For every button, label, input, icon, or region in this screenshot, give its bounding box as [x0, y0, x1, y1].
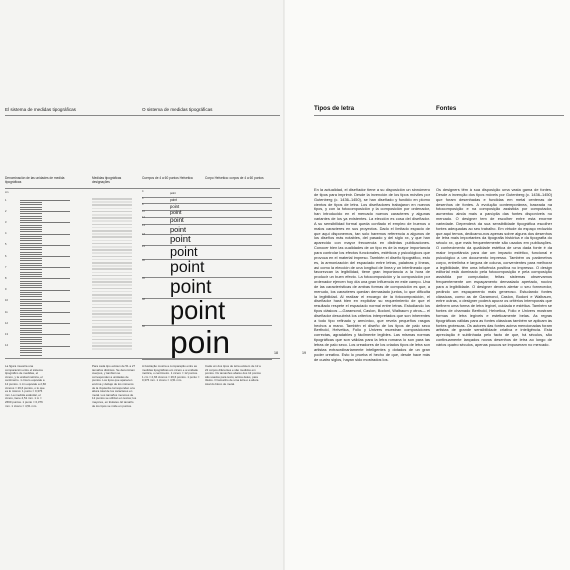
section-title-es: Tipos de letra: [314, 105, 355, 112]
sample-word: point: [170, 198, 177, 203]
cicero-stripe: [92, 307, 132, 309]
running-head-pt: O sistema de medidas tipográficas: [142, 107, 213, 112]
sample-word: point: [170, 297, 226, 326]
sample-size-label: 6: [142, 196, 144, 200]
ruler-label: 13: [5, 332, 8, 336]
sample-size-label: 48: [142, 297, 145, 301]
cicero-stripe: [92, 313, 132, 315]
body-column-pt: Os designers têm à sua disposição uma vasta gama de fontes. Desde a invenção dos tipos móveis por Gutenberg (c. 1436–1450) que foram desenhadas e fundidas em metal centenas de desenhos de fontes. A evolução contemporânea, baseada na fotocomposição e na composição assistida por computador, aumentou ainda mais a panóplia das fontes disponíveis no mercado. O designer tem de escolher entre esta enorme variedade. Dependerá da sua sensibilidade tipográfica escolher fontes adequadas ao seu trabalho. Em virtude do espaço reduzido que aqui temos, dedicamo-nos apenas sobre alguns dos desenhos de letra mais importantes da tipografia histórica e da tipografia do século xx, que mais frequentemente são usados em publicações. O conhecimento da qualidade estética de uma dada fonte é da maior importância para dar um impacto estético, funcional e psicológico a um documento impresso. Também os parâmetros corpo, entrelinha e largura de coluna, convenientes para melhorar a legibilidade, têm uma influência positiva no impresso. O design editorial está dominado pela fotocomposição e pela composição assistida por computador, feitas sistemas observamos frequentemente um espaçamento demasiado apertado, nocivo para a legibilidade. O designer deverá alertar o seu fornecedor, pedindo um espaçamento mais generoso. Estudando fontes clássicas, como as de Garamond, Caslon, Bodoni e Walbaum, entre outras, o designer poderá apurar os critérios intemporais que definem uma forma de letra legível, cuidada e estética. Também se fontes de chamado Berthold, Helvetica, Folio e Univers mostram formas de letra legíveis e esteticamente belas. As regras tipográficas válidas para as fontes clássicas também se aplicam às fontes grotescas. Os autores das fontes acima mencionadas foram artistas de grande sensibilidade criativa e inteligência. Esta apreciação é sublinhada pelo facto de que, há séculos, são continuamente lançados novos desenhos de letra ao longo de vários quatro séculos, apenas poucos se impuseram no mercado.: [436, 188, 552, 347]
cicero-stripe: [92, 294, 132, 296]
ruler-label: 11: [5, 310, 8, 314]
cicero-stripe: [92, 262, 132, 264]
sample-word: point: [170, 216, 184, 224]
sample-word: point: [170, 277, 212, 299]
ruler-unit: cm: [5, 191, 9, 194]
cicero-stripe: [92, 249, 132, 251]
cicero-stripe: [92, 297, 132, 299]
cicero-stripe: [92, 214, 132, 216]
sample-size-label: 10: [142, 209, 145, 213]
ruler-label: 2: [5, 209, 7, 213]
cicero-stripe: [92, 332, 132, 334]
cicero-stripe: [92, 220, 132, 222]
ruler-label: 7: [5, 265, 7, 269]
sample-word: point: [170, 259, 205, 277]
caption-sizes-es: A ilustração mostra a comparação entre as medidas tipográficas em cícero e a unidade métrica, o centímetro. 1 cícero = 12 pontos. 1 cm = 2,66 cíceros = 26,6 pontos. 1 ponto = 0,376 mm. 1 cícero = 4,51 mm.: [142, 364, 200, 383]
sample-size-label: 14: [142, 224, 145, 228]
col-head-units-pt: Medidas tipográficas designações: [92, 176, 122, 184]
running-head-es: El sistema de medidas tipográficas: [5, 107, 76, 112]
cicero-stripe: [92, 211, 132, 213]
sample-word: point: [170, 209, 182, 216]
cicero-stripe: [92, 304, 132, 306]
sample-size-label: 36: [142, 276, 145, 280]
cicero-stripe: [92, 339, 132, 341]
cicero-stripe: [92, 259, 132, 261]
col-head-sizes-pt: Corpo Helvetica: corpos de 4 a 60 pontos: [205, 176, 264, 180]
cicero-stripe: [92, 281, 132, 283]
caption-sizes-pt: Cada um dos tipos de letra existem de 12 a 22 corpos diferentes e são medidos em pontos. Os tamanhos abaixo dos 12 pontos são usados para texto; acima deles, para títulos. O tamanho de uma letra é a altura total do bloco de metal.: [205, 364, 261, 386]
cicero-stripe: [92, 246, 132, 248]
ruler-label: 14: [5, 344, 8, 348]
cicero-stripe: [92, 201, 132, 203]
cicero-stripe: [92, 204, 132, 206]
sample-size-label: 18: [142, 233, 145, 237]
cicero-stripe: [92, 265, 132, 267]
cicero-stripe: [92, 272, 132, 274]
cicero-stripe: [92, 316, 132, 318]
cicero-stripe: [92, 198, 132, 200]
sample-size-label: 4: [142, 190, 144, 193]
cicero-stripe: [92, 208, 132, 210]
cicero-stripe: [92, 233, 132, 235]
cicero-stripe: [92, 256, 132, 258]
sample-word: point: [170, 243, 198, 259]
cicero-stripe: [92, 230, 132, 232]
cicero-stripe: [92, 323, 132, 325]
cicero-stripe: [92, 240, 132, 242]
ruler-label: 1: [5, 198, 7, 202]
cicero-stripe: [92, 300, 132, 302]
cicero-stripe: [92, 268, 132, 270]
caption-units-es: La figura muestra una comparación entre el sistema tipográfico de medidas, el cícero, y la unidad métrica, el centímetro. 1 cícero equivale a 12 puntos. 1 cm equivale a 2,66 cíceros = 26,6 puntos, o lo que es lo mismo: 1 punto = 0,376 mm. La medida estándar, el cícero, tiene 4,51 mm. 1 m = 2660 puntos. 1 punto = 0,376 mm. 1 cícero = 4,51 mm.: [5, 364, 46, 408]
ruler-label: 9: [5, 288, 7, 292]
right-page: [285, 0, 570, 570]
body-column-es: En la actualidad, el diseñador tiene a su disposición un sinnúmero de tipos para imprimir. Desde la invención de los tipos móviles por Gutenberg (c. 1436–1450), se han diseñado y fundido en plomo cientos de tipos de letra. Los diseñadores trabajaron en nuevos tipos, y con la fotocomposición y la composición por ordenador, han introducido en el mercado nuevos caracteres y algunas variantes de los ya existentes. La elección es cosa del diseñador. A su sensibilidad formal queda confiado el empleo de buenos o malos caracteres en sus proyectos. Dado el limitado espacio de que aquí disponemos, tan solo haremos referencia a algunos de los diseños más notables, del pasado y del siglo xx, y que han aparecido con mayor frecuencia en distintas publicaciones. Conocer bien las cualidades de un tipo es de la mayor importancia para controlar los efectos funcionales, estéticos y psicológicos que provoca en el material impreso. También el diseño tipográfico, esto es, la armonización del espaciado entre letras, palabras y líneas, así como la elección de una longitud de línea y un interlineado que favorezcan la legibilidad, tiene gran importancia a la hora de producir un buen efecto. La fotocomposición y la composición por ordenador ejercen hoy día una gran influencia en este campo. Una de las características de ambas formas de composición es que, a menudo, los caracteres quedan demasiado juntos, lo que dificulta la legibilidad. Al realizar el encargo de la fotocomposición, el diseñador hará bien en explicitar su requerimiento de que el resultado respete el espaciado normal entre letras. Estudiando los tipos clásicos —Garamond, Caslon, Bodoni, Walbaum y otros— el diseñador descubrirá los criterios interpretados que son inherentes a todo tipo refinado y armónico, que revela pequeños rasgos hechos a mano. También el diseño de los tipos de palo seco Berthold, Helvetica, Folio y Univers muestran composiciones correctas, agradables y fácilmente legibles. Las mismas normas tipográficas que son válidas para la letra romana lo son para las letras de palo seco. Los creadores de los criados tipos de letra son artistas extraordinariamente inteligentes y dotados de un gran poder creativo. Esto lo prueba el hecho de que, desde hace más de cuatro siglos, hayan sido mostrados los.: [314, 188, 430, 362]
cicero-stripe: [92, 310, 132, 312]
sample-word: point: [170, 224, 187, 234]
col-head-sizes-es: Cuerpos de 4 a 60 puntos Helvetica: [142, 176, 193, 180]
cicero-stripe: [92, 288, 132, 290]
sample-word: point: [170, 192, 176, 196]
cicero-stripe: [92, 345, 132, 347]
ruler-label: 10: [5, 299, 8, 303]
ruler-label: 6: [5, 254, 7, 258]
sample-size-label: 24: [142, 244, 145, 248]
ruler-label: 8: [5, 276, 7, 280]
sample-size-label: 8: [142, 203, 144, 206]
cicero-stripe: [92, 291, 132, 293]
cicero-stripe: [92, 227, 132, 229]
sample-size-label: 12: [142, 216, 145, 220]
ruler-label: 5: [5, 243, 7, 247]
cicero-stripe: [92, 336, 132, 338]
ruler-label: 3: [5, 220, 7, 224]
ruler-label: 4: [5, 232, 7, 236]
cicero-stripe: [92, 243, 132, 245]
cicero-stripe: [92, 275, 132, 277]
col-head-units-es: Denominación de las unidades de medida tipográficas: [5, 176, 65, 184]
sample-word: poin: [170, 323, 231, 360]
cicero-stripe: [92, 348, 132, 350]
cicero-stripe: [92, 278, 132, 280]
sample-size-label: 30: [142, 259, 145, 263]
cicero-stripe: [92, 326, 132, 328]
page-number-right: 19: [302, 351, 306, 355]
cicero-stripe: [92, 342, 132, 344]
sample-word: point: [170, 233, 191, 245]
cicero-stripe: [92, 236, 132, 238]
cicero-stripe: [92, 224, 132, 226]
page-number-left: 18: [274, 351, 278, 355]
sample-word: point: [170, 203, 180, 209]
cicero-stripe: [92, 320, 132, 322]
cicero-stripe: [92, 329, 132, 331]
ruler-label: 12: [5, 321, 8, 325]
cicero-stripe: [92, 284, 132, 286]
cicero-stripe: [92, 252, 132, 254]
caption-designations-pt: Para cada tipo existen de 51 a 27 tamaños distintos. Se denominan cuerpos, y también se corresponden a unidades de puntos. Los tipos que aparecen encima y debajo de los números de la izquierda corresponden a la altura total de los caracteres en metal. Los tamaños menores de 12 puntos se utilizan en textos; los mayores, en titulares. El tamaño de los tipos se mide en puntos.: [92, 364, 137, 408]
cicero-stripe: [92, 217, 132, 219]
section-title-pt: Fontes: [436, 105, 457, 112]
sample-size-label: 60: [142, 325, 145, 329]
